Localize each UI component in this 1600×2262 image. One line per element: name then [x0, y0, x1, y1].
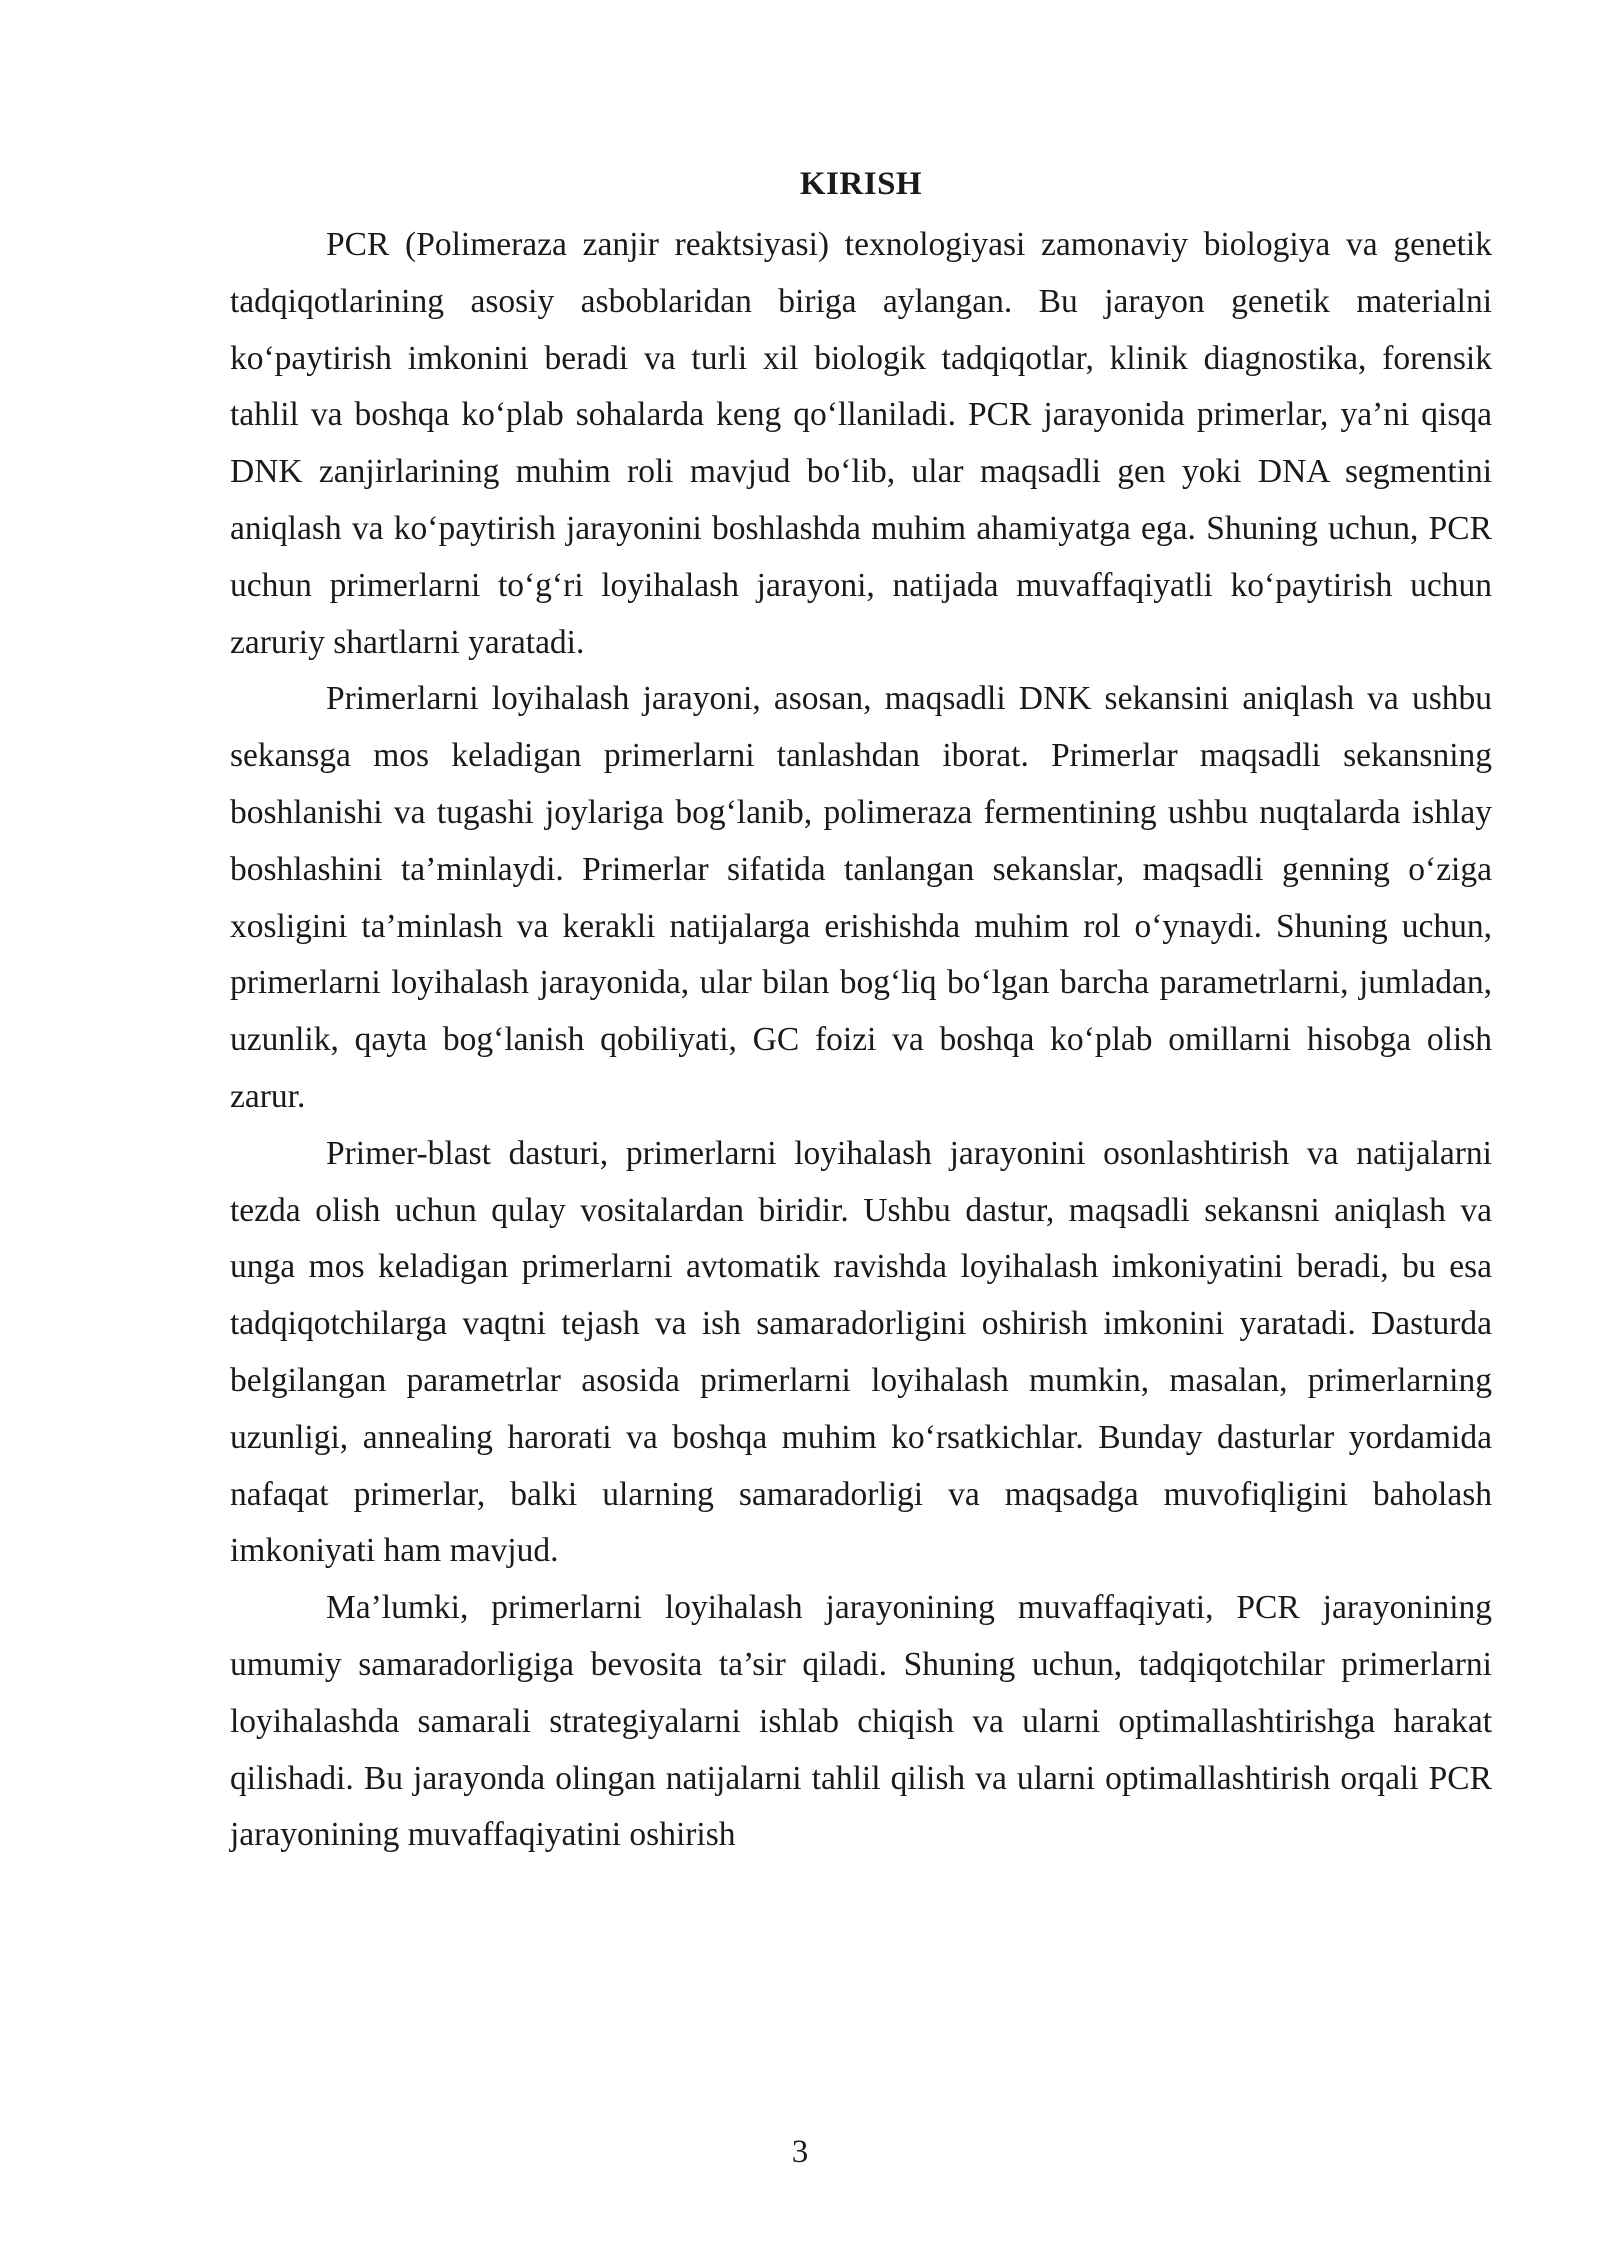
- document-page: [230, 160, 1492, 1864]
- section-title: KIRISH: [799, 166, 923, 202]
- paragraph-4: Ma’lumki, primerlarni loyihalash jarayonining muvaffaqiyati, PCR jarayonining umumiy samaradorligiga bevosita ta’sir qiladi. Shuning uchun, tadqiqotchilar primerlarni loyihalashda samarali strategiyalarni ishlab chiqish va ularni optimallashtirishga harakat qilishadi. Bu jarayonda olingan natijalarni tahlil qilish va ularni optimallashtirish orqali PCR jarayonining muvaffaqiyatini oshirish: [230, 1589, 1492, 1854]
- paragraph-3: Primer-blast dasturi, primerlarni loyihalash jarayonini osonlashtirish va natijalarni tezda olish uchun qulay vositalardan biridir. Ushbu dastur, maqsadli sekansni aniqlash va unga mos keladigan primerlarni avtomatik ravishda loyihalash imkoniyatini beradi, bu esa tadqiqotchilarga vaqtni tejash va ish samaradorligini oshirish imkonini yaratadi. Dasturda belgilangan parametrlar asosida primerlarni loyihalash mumkin, masalan, primerlarning uzunligi, annealing harorati va boshqa muhim ko‘rsatkichlar. Bunday dasturlar yordamida nafaqat primerlar, balki ularning samaradorligi va maqsadga muvofiqligini baholash imkoniyati ham mavjud.: [230, 1134, 1492, 1570]
- paragraph-1: PCR (Polimeraza zanjir reaktsiyasi) texnologiyasi zamonaviy biologiya va genetik tadqiqotlarining asosiy asboblaridan biriga aylangan. Bu jarayon genetik materialni ko‘paytirish imkonini beradi va turli xil biologik tadqiqotlar, klinik diagnostika, forensik tahlil va boshqa ko‘plab sohalarda keng qo‘llaniladi. PCR jarayonida primerlar, ya’ni qisqa DNK zanjirlarining muhim roli mavjud bo‘lib, ular maqsadli gen yoki DNA segmentini aniqlash va ko‘paytirish jarayonini boshlashda muhim ahamiyatga ega. Shuning uchun, PCR uchun primerlarni to‘g‘ri loyihalash jarayoni, natijada muvaffaqiyatli ko‘paytirish uchun zaruriy shartlarni yaratadi.: [230, 226, 1492, 661]
- paragraph-2: Primerlarni loyihalash jarayoni, asosan, maqsadli DNK sekansini aniqlash va ushbu sekansga mos keladigan primerlarni tanlashdan iborat. Primerlar maqsadli sekansning boshlanishi va tugashi joylariga bog‘lanib, polimeraza fermentining ushbu nuqtalarda ishlay boshlashini ta’minlaydi. Primerlar sifatida tanlangan sekanslar, maqsadli genning o‘ziga xosligini ta’minlash va kerakli natijalarga erishishda muhim rol o‘ynaydi. Shuning uchun, primerlarni loyihalash jarayonida, ular bilan bog‘liq bo‘lgan barcha parametrlarni, jumladan, uzunlik, qayta bog‘lanish qobiliyati, GC foizi va boshqa ko‘plab omillarni hisobga olish zarur.: [230, 680, 1492, 1115]
- page-number: 3: [791, 2134, 809, 2170]
